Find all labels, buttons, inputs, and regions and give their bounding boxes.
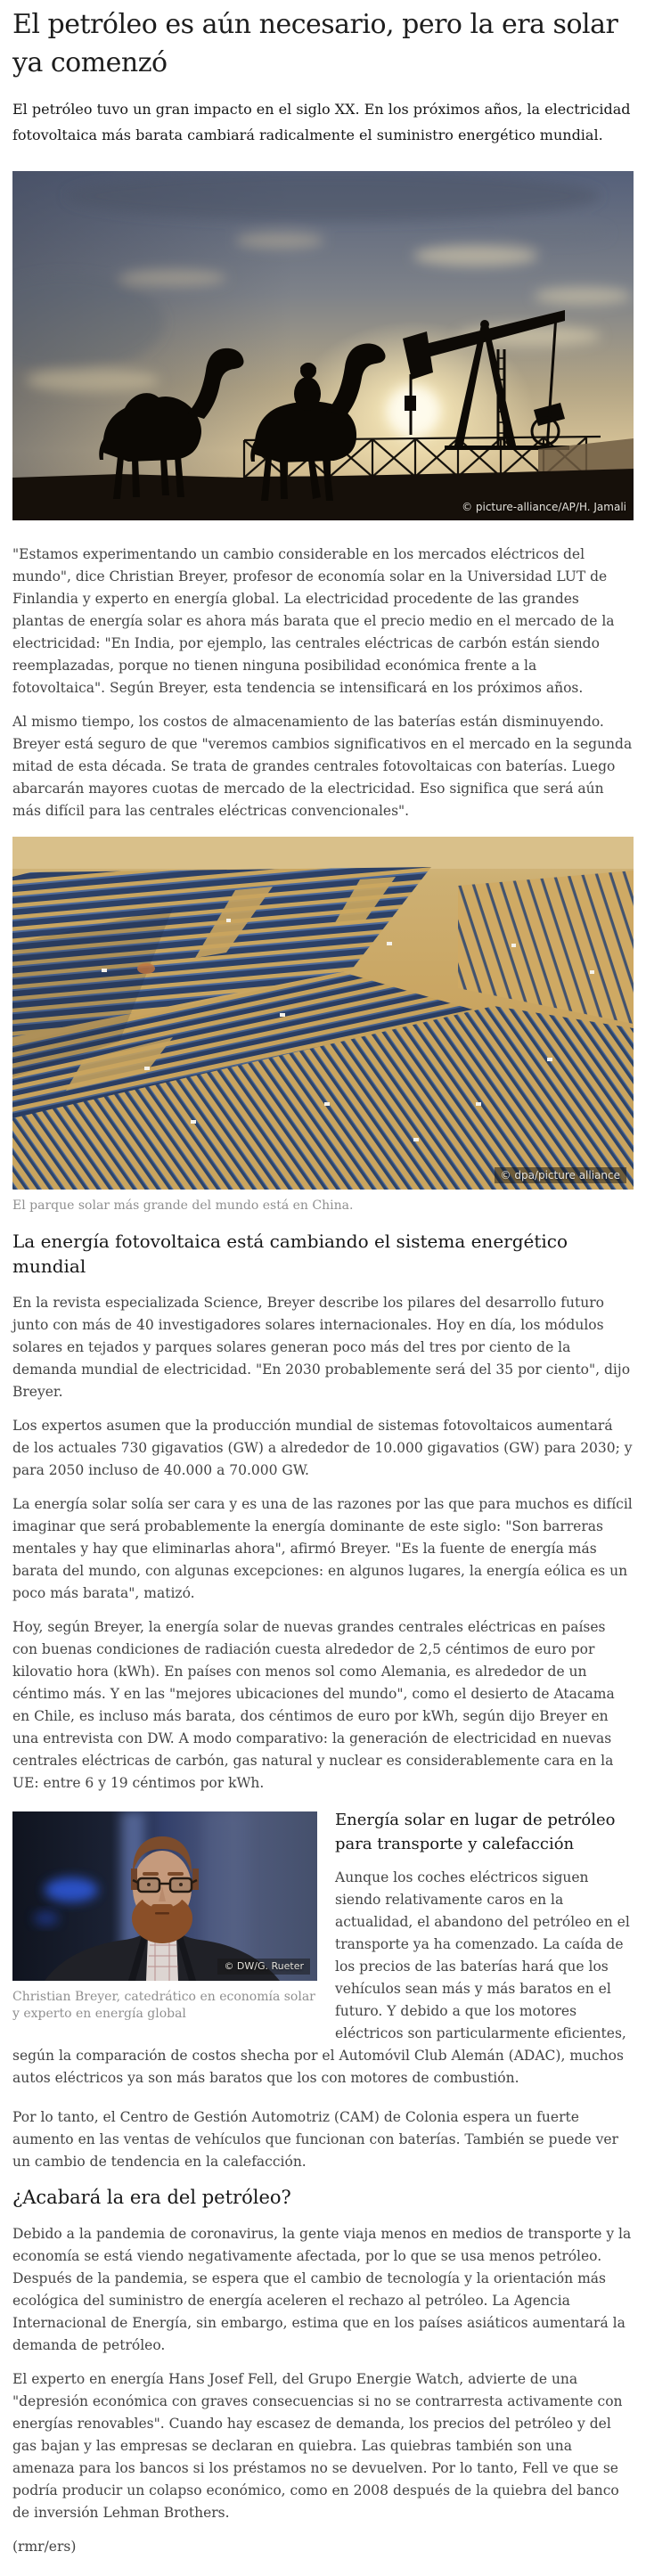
breyer-figure	[12, 1811, 317, 2023]
paragraph: Debido a la pandemia de coronavirus, la gente viaja menos en medios de transporte y la economía se está viendo negativamente afectada, por lo que se usa menos petróleo. Después de la pandemia, se espera que el cambio de tecnología y la orientación más ecológica del suministro de energía aceleren el rechazo al petróleo. La Agencia Internacional de Energía, sin embargo, estima que en los países asiáticos aumentará la demanda de petróleo.	[12, 2226, 632, 2353]
article-intro: El petróleo tuvo un gran impacto en el siglo XX. En los próximos años, la electricidad fotovoltaica más barata cambiará radicalmente el suministro energético mundial.	[12, 101, 631, 143]
headline: El petróleo es aún necesario, pero la era solar ya comenzó	[12, 9, 618, 78]
paragraph: Al mismo tiempo, los costos de almacenamiento de las baterías están disminuyendo. Breyer está seguro de que "veremos cambios significativos en el mercado en la segunda mitad de esta década. Se trata de grandes centrales fotovoltaicas con baterías. Luego abarcarán mayores cuotas de mercado de la electricidad. Eso significa que será aún más difícil para las centrales eléctricas convencionales".	[12, 714, 633, 819]
solar-park-photo-credit: © dpa/picture alliance	[495, 1167, 626, 1183]
solar-park-figure	[12, 837, 634, 1214]
section-heading-pv: La energía fotovoltaica está cambiando el sistema energético mundial	[12, 1231, 568, 1277]
paragraph: Por lo tanto, el Centro de Gestión Automotriz (CAM) de Colonia espera un fuerte aumento en las ventas de vehículos que funcionan con baterías. También se puede ver un cambio de tendencia en la calefacción.	[12, 2109, 618, 2170]
solar-park-caption: El parque solar más grande del mundo está en China.	[12, 1198, 354, 1213]
section-heading-oil-end: ¿Acabará la era del petróleo?	[12, 2187, 291, 2208]
camels-oil-pump-sunset-illustration	[12, 171, 634, 520]
solar-park-photo	[12, 837, 634, 1190]
paragraph: "Estamos experimentando un cambio considerable en los mercados eléctricos del mundo", dice Christian Breyer, profesor de economía solar en la Universidad LUT de Finlandia y experto en energía global. La electricidad procedente de las grandes plantas de energía solar es ahora más barata que el precio medio en el mercado de la electricidad: "En India, por ejemplo, las centrales eléctricas de carbón están siendo reemplazadas, porque no tienen ninguna posibilidad económica frente a la fotovoltaica". Según Breyer, esta tendencia se intensificará en los próximos años.	[12, 546, 615, 696]
breyer-photo	[12, 1811, 317, 1981]
paragraph: Hoy, según Breyer, la energía solar de nuevas grandes centrales eléctricas en países con buenas condiciones de radiación cuesta alrededor de 2,5 céntimos de euro por kilovatio hora (kWh). En países con menos sol como Alemania, es alrededor de un céntimo más. Y en las "mejores ubicaciones del mundo", como el desierto de Atacama en Chile, es incluso más barata, dos céntimos de euro por kWh, según dijo Breyer en una entrevista con DW. A modo comparativo: la generación de electricidad en nuevas centrales eléctricas de carbón, gas natural y nuclear es considerablemente cara en la UE: entre 6 y 19 céntimos por kWh.	[12, 1619, 615, 1791]
hero-photo-credit: © picture-alliance/AP/H. Jamali	[462, 501, 626, 513]
hero-figure	[12, 171, 634, 520]
paragraph: En la revista especializada Science, Breyer describe los pilares del desarrollo futuro junto con más de 40 investigadores solares internacionales. Hoy en día, los módulos solares en tejados y parques solares generan poco más del tres por ciento de la demanda mundial de electricidad. "En 2030 probablemente será del 35 por ciento", dijo Breyer.	[12, 1295, 631, 1400]
transport-section	[12, 1808, 634, 2089]
solar-park-aerial-illustration	[12, 837, 634, 1190]
paragraph: Los expertos asumen que la producción mundial de sistemas fotovoltaicos aumentará de los actuales 730 gigavatios (GW) a alrededor de 10.000 gigavatios (GW) para 2030; y para 2050 incluso de 40.000 a 70.000 GW.	[12, 1418, 633, 1478]
hero-photo	[12, 171, 634, 520]
breyer-photo-credit: © DW/G. Rueter	[217, 1959, 310, 1975]
author-signoff: (rmr/ers)	[12, 2539, 77, 2555]
paragraph: El experto en energía Hans Josef Fell, del Grupo Energie Watch, advierte de una "depresión económica con graves consecuencias si no se contrarresta activamente con energías renovables". Cuando hay escasez de demanda, los precios del petróleo y del gas bajan y las empresas se declaran en quiebra. Las quiebras también son una amenaza para los bancos si los préstamos no se devuelven. Por lo tanto, Fell ve que se podría producir un colapso económico, como en 2008 después de la quiebra del banco de inversión Lehman Brothers.	[12, 2371, 623, 2521]
christian-breyer-portrait-illustration	[12, 1811, 317, 1981]
paragraph: Aunque los coches eléctricos siguen siendo relativamente caros en la actualidad, el abandono del petróleo en el transporte ya ha comenzado. La caída de los precios de las baterías hará que los vehículos sean más y más baratos en el futuro. Y debido a que los motores eléctricos son particularmente eficientes, según la comparación de costos shecha por el Automóvil Club Alemán (ADAC), muchos autos eléctricos ya son más baratos que los con motores de combustión.	[12, 1869, 630, 2086]
paragraph: La energía solar solía ser cara y es una de las razones por las que para muchos es difícil imaginar que será probablemente la energía dominante de este siglo: "Son barreras mentales y hay que eliminarlas ahora", afirmó Breyer. "Es la fuente de energía más barata del mundo, con algunas excepciones: en algunos lugares, la energía eólica es un poco más barata", matizó.	[12, 1496, 633, 1601]
breyer-caption: Christian Breyer, catedrático en economía solar y experto en energía global	[12, 1990, 315, 2021]
section-heading-transport: Energía solar en lugar de petróleo para transporte y calefacción	[335, 1811, 616, 1853]
